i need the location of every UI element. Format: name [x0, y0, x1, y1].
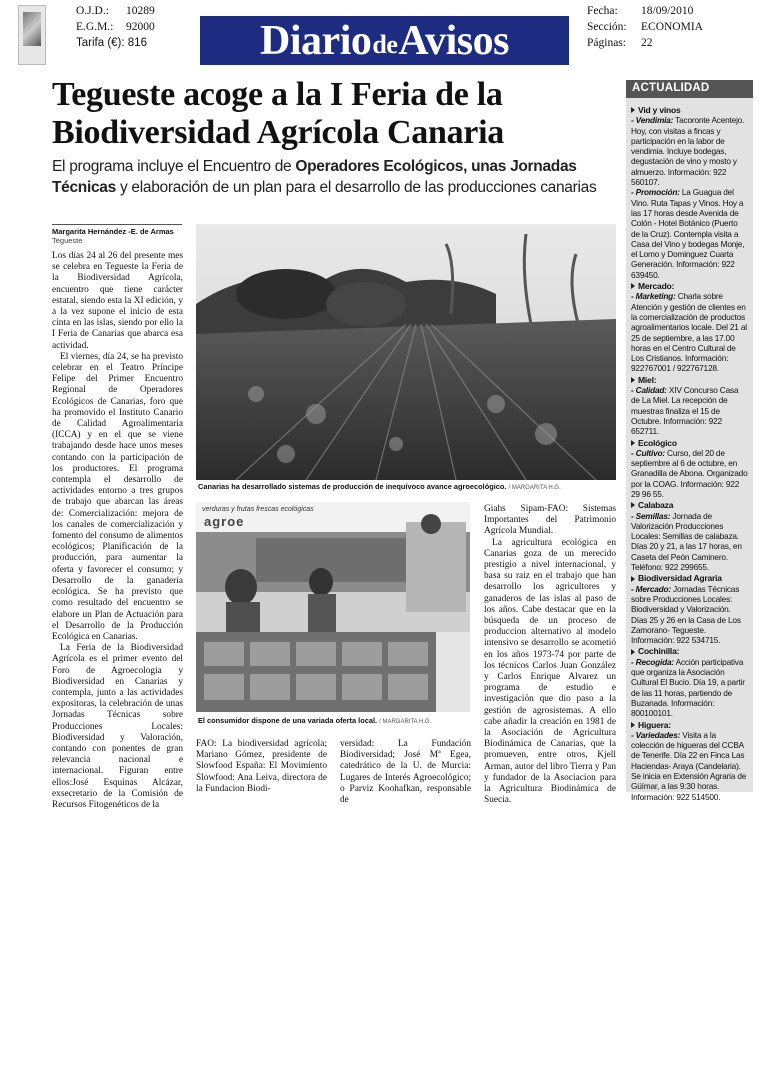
sidebar-entry-lead: - Calidad:: [631, 385, 667, 396]
triangle-bullet-icon: [631, 576, 635, 582]
audience-metrics: [76, 3, 155, 51]
article-headline: Tegueste acoge a la I Feria de la Biodiversidad Agrícola Canaria: [52, 76, 504, 151]
triangle-bullet-icon: [631, 722, 635, 728]
masthead-avisos: Avisos: [398, 17, 509, 64]
sidebar-body: [626, 98, 753, 806]
triangle-bullet-icon: [631, 649, 635, 655]
ojd-value: 10289: [126, 5, 155, 17]
tarifa-label: Tarifa (€):: [76, 37, 125, 49]
byline-author: Margarita Hernández -E. de Armas: [52, 227, 174, 236]
paragraph: El viernes, día 24, se ha previsto celebrar en el Teatro Príncipe Felipe del Primer Encuentro Regional de Operadores Ecológicos de Canarias, foro que ha promovido el Instituto Canario de Calidad Agroalimentaria (ICCA) y en el que se viene trabajando desde hace unos meses contando con la participación de los productores. El programa contempla el desarrollo de actividades entorno a tres grupos de trabajo que abarcan las áreas de: Comercialización: mejora de los canales de comercialización y fomento del consumo de alimentos ecológicos; Planificación de la producción, para aumentar la oferta y favorecer el consumo; y Desarrollo de la ganadería ecológica. Se ha previsto que como resultado del encuentro se elabore un Plan de Actuación para el Desarrollo de la Producción Ecológica en Canarias.: [52, 351, 183, 642]
sidebar-entry-text: Visita a la colección de higueras del CCBA de Tenerife. Día 22 en Finca Las Haciendas- Araya (Candelaria). Se inicia en Extensión Agraria de Güímar, a las 9:30 horas. Información: 922 514500.: [631, 729, 747, 802]
sidebar-entry-text: XIV Concurso Casa de La Miel. La recepción de muestras finaliza el 15 de Octubre. Información: 922 652711.: [631, 385, 739, 437]
sidebar-entry-text: Curso, del 20 de septiembre al 6 de octubre, en Granadilla de Abona. Organizado por la COAG. Información: 922 29 96 55.: [631, 447, 748, 499]
triangle-bullet-icon: [631, 377, 635, 383]
market-sign-brand: agroe: [204, 514, 245, 529]
sidebar-entry-lead: - Mercado:: [631, 583, 671, 594]
sidebar-entry: [631, 448, 748, 499]
market-sign-text: verduras y frutas frescas ecológicas: [202, 506, 314, 513]
sidebar-entry-lead: - Recogida:: [631, 656, 674, 667]
sidebar-section-label: Biodiversidad Agraria: [638, 573, 722, 584]
sidebar-section-label: Vid y vinos: [638, 105, 681, 115]
caption-field-photo: [198, 482, 616, 493]
sidebar-tab-title: ACTUALIDAD: [626, 80, 753, 98]
seccion-label: Sección:: [587, 21, 627, 33]
masthead-diario: Diario: [260, 17, 372, 64]
triangle-bullet-icon: [631, 283, 635, 289]
sidebar-section-title: [631, 720, 748, 730]
field-photo-image: [196, 224, 616, 480]
masthead: [200, 16, 569, 65]
sidebar-entry: [631, 187, 748, 280]
sidebar-section-title: [631, 500, 748, 510]
paragraph: Los días 24 al 26 del presente mes se celebra en Tegueste la Feria de la Biodiversidad Agrícola, encuentro que tiene carácter estatal, siendo esta la XI edición, y a la vez supone el inicio de esta cinta en las islas, siendo por ello la I Feria de Canarias que abarca esa actividad.: [52, 251, 183, 351]
triangle-bullet-icon: [631, 502, 635, 508]
sidebar-entry-text: La Guagua del Vino. Ruta Tapas y Vinos. Hoy a las 17 horas desde Avenida de Colón - Hotel Botánico (Puerto de la Cruz). Contempla visita a Casa del Vino y bodegas Monje, el Lomo y Dominguez Cuarta Generación. Información: 922 639450.: [631, 187, 745, 280]
paragraph: versidad: La Fundación Biodiversidad; José Mª Egea, catedrático de la U. de Murcia: Lugares de Interés Agroecológico; o Parviz Koohafkan, responsable de: [340, 739, 471, 806]
triangle-bullet-icon: [631, 107, 635, 113]
fecha-value: 18/09/2010: [641, 5, 694, 17]
egm-label: E.G.M.:: [76, 21, 114, 33]
seccion-value: ECONOMIA: [641, 21, 703, 33]
sidebar-entry: [631, 657, 748, 719]
caption-credit: / MARGARITA H.G.: [379, 719, 432, 725]
sidebar-section-title: [631, 646, 748, 656]
sidebar-entry-text: Charla sobre Atención y gestión de clientes en la comercialización de productos agroalimentarios locale. Del 21 al 25 de septiembre, a las 17.00 horas en el Centro Cultural de Los Cristianos. Información: 922767001 / 922767128.: [631, 291, 747, 374]
sidebar-section-label: Cochinilla:: [638, 646, 680, 657]
article-subhead: [52, 156, 617, 198]
publisher-logo: [18, 5, 46, 65]
market-photo-image: [196, 502, 470, 712]
fecha-label: Fecha:: [587, 5, 618, 17]
caption-market-photo: [198, 716, 470, 727]
sidebar-actualidad: [626, 80, 753, 802]
sidebar-section-title: [631, 105, 748, 115]
sidebar-entry: [631, 511, 748, 573]
egm-value: 92000: [126, 21, 155, 33]
article-column-3: [340, 739, 471, 806]
masthead-de: de: [372, 29, 398, 59]
field-photo: [196, 224, 616, 480]
sidebar-entry-text: Acción participativa que organiza la Asociación Cultural El Bucio. Día 19, a partir de las 11 horas, partiendo de Buzanada. Información: 800100101.: [631, 656, 745, 719]
sidebar-entry-lead: - Vendimia:: [631, 115, 674, 126]
sidebar-entry-text: Tacoronte Acentejo. Hoy, con visitas a fincas y participación en la labor de vendimia. Incluye bodegas, degustación de vino y mosto y almuerzo. Información: 922 560107.: [631, 115, 745, 188]
caption-text: El consumidor dispone de una variada oferta local.: [198, 716, 378, 725]
sidebar-section-label: Calabaza: [638, 500, 674, 511]
sidebar-section-label: Miel:: [638, 374, 657, 385]
subhead-part3: y elaboración de un plan para el desarrollo de las producciones canarias: [115, 179, 597, 196]
sidebar-section-label: Ecológico: [638, 437, 677, 448]
sidebar-entry-lead: - Promoción:: [631, 187, 680, 198]
paginas-label: Páginas:: [587, 37, 626, 49]
paginas-value: 22: [641, 37, 653, 49]
subhead-part1: El programa incluye el Encuentro de: [52, 158, 296, 175]
article-column-2: [196, 739, 327, 795]
caption-text: Canarias ha desarrollado sistemas de producción de inequívoco avance agroecológico.: [198, 482, 507, 491]
sidebar-entry-text: Jornadas Técnicas sobre Producciones Locales: Biodiversidad y Valorización. Días 25 y 26 en la Casa de Los Zamorano- Tegueste. Información: 922 534715.: [631, 583, 741, 646]
sidebar-entry: [631, 291, 748, 373]
sidebar-section-title: [631, 573, 748, 583]
article-column-4: [484, 504, 616, 806]
publication-info: [587, 3, 703, 51]
paragraph: La Feria de la Biodiversidad Agrícola es el primer evento del Foro de Agroecologia y Biodiversidad en Canarias y contempla, junto a las actividades expositoras, la celebración de unas Jornadas Técnicas sobre Producciones Locales: Biodiversidad y Valoración, contando con ponentes de gran relevancia nacional e internacional. Figuran entre ellos:José Esquinas Alcázar, exsecretario de la Comisión de Recursos Fitogenéticos de la: [52, 643, 183, 810]
article-column-1: [52, 251, 183, 811]
sidebar-entry: [631, 385, 748, 436]
sidebar-entry: [631, 584, 748, 646]
sidebar-entry: [631, 730, 748, 802]
sidebar-entry: [631, 115, 748, 187]
sidebar-entry-lead: - Cultivo:: [631, 447, 665, 458]
ojd-label: O.J.D.:: [76, 5, 109, 17]
triangle-bullet-icon: [631, 440, 635, 446]
byline: [52, 224, 182, 245]
sidebar-entry-lead: - Variedades:: [631, 729, 681, 740]
sidebar-section-label: Higuera:: [638, 719, 671, 730]
sidebar-section-title: [631, 375, 748, 385]
byline-place: Tegueste: [52, 236, 83, 245]
paragraph: Giahs Sipam-FAO: Sistemas Importantes del Patrimonio Agrícola Mundial.: [484, 504, 616, 537]
paragraph: La agricultura ecológica en Canarias goza de un merecido prestigio a nivel internacional, y basa su raiz en el trabajo que han desarrollo los agricultores y ganaderos de las islas al paso de los años. Cabe destacar que en la búsqueda de un proceso de produccion alternativo al modelo intensivo se desarrollo se acometió en los años 1973-74 por parte de los técnicos Carlos Juan González y Carlos Enrique Alvarez un programa de estudio e investigación que dio paso a la gestión de agrosistemas. A ello cabe añadir la creación en 1981 de la Asociación de Agricultura Biodinámica de Canarias, que la promueven, entre otros, Kjell Arman, autor del libro Tierra y Pan y fundador de la Asociacion para la Agricultura Biodinámica de Suecia.: [484, 537, 616, 806]
sidebar-section-label: Mercado:: [638, 281, 675, 292]
subhead-bold: Operadores Ecológicos, unas Jornadas Técnicas: [52, 158, 577, 196]
sidebar-entry-lead: - Marketing:: [631, 291, 676, 302]
sidebar-entry-lead: - Semillas:: [631, 510, 671, 521]
market-photo: [196, 502, 470, 712]
caption-credit: / MARGARITA H.G.: [508, 485, 561, 491]
sidebar-section-title: [631, 281, 748, 291]
paragraph: FAO: La biodiversidad agrícola; Mariano Gómez, presidente de Slowfood España: El Movimiento Slowfood: Ana Leiva, directora de la Fundacion Biodi-: [196, 739, 327, 794]
sidebar-entry-text: Jornada de Valorización Producciones Locales: Semillas de calabaza. Días 20 y 21, a las 17 horas, en Caseta del Peón Caminero. Teléfono: 922 299655.: [631, 510, 742, 573]
sidebar-section-title: [631, 438, 748, 448]
tarifa-value: 816: [127, 37, 147, 49]
